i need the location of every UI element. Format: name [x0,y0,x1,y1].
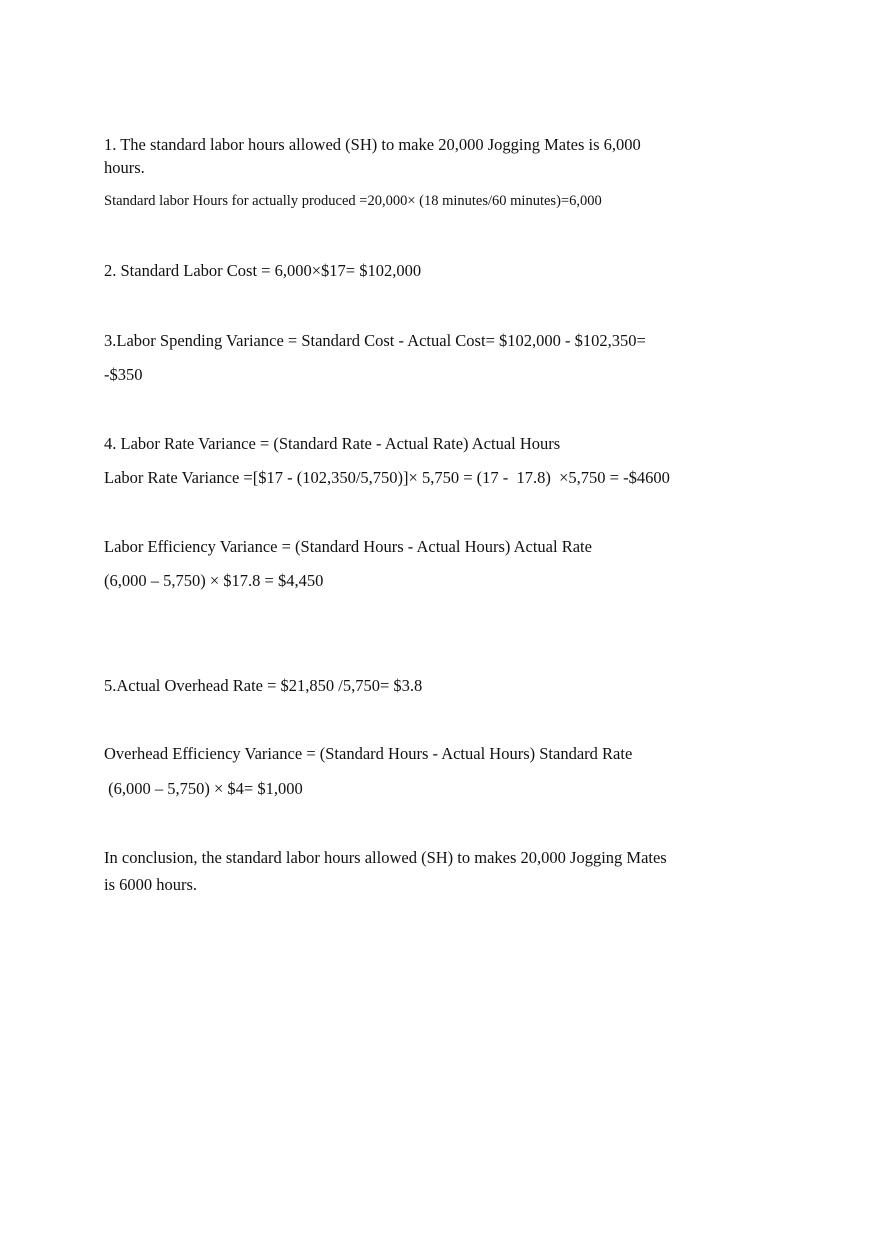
q1-line-2: hours. [104,158,145,177]
q3-line-1: 3.Labor Spending Variance = Standard Cost - Actual Cost= $102,000 - $102,350= [104,331,646,350]
q4-formula: 4. Labor Rate Variance = (Standard Rate - Actual Rate) Actual Hours [104,434,561,453]
efficiency-formula: Labor Efficiency Variance = (Standard Hours - Actual Hours) Actual Rate [104,537,592,556]
overhead-efficiency-calculation: (6,000 – 5,750) × $4= $1,000 [104,779,303,798]
q5-overhead-rate: 5.Actual Overhead Rate = $21,850 /5,750= $3.8 [104,676,423,695]
conclusion-line-2: is 6000 hours. [104,875,198,894]
q1-calculation: Standard labor Hours for actually produced =20,000× (18 minutes/60 minutes)=6,000 [104,193,602,209]
q1-line-1: 1. The standard labor hours allowed (SH) to make 20,000 Jogging Mates is 6,000 [104,135,641,154]
q2-standard-labor-cost: 2. Standard Labor Cost = 6,000×$17= $102,000 [104,261,422,280]
efficiency-calculation: (6,000 – 5,750) × $17.8 = $4,450 [104,571,324,590]
q3-line-2: -$350 [104,365,143,384]
q4-calculation: Labor Rate Variance =[$17 - (102,350/5,750)]× 5,750 = (17 - 17.8) ×5,750 = -$4600 [104,468,670,487]
overhead-efficiency-formula: Overhead Efficiency Variance = (Standard Hours - Actual Hours) Standard Rate [104,744,633,763]
conclusion-line-1: In conclusion, the standard labor hours allowed (SH) to makes 20,000 Jogging Mates [104,848,667,867]
